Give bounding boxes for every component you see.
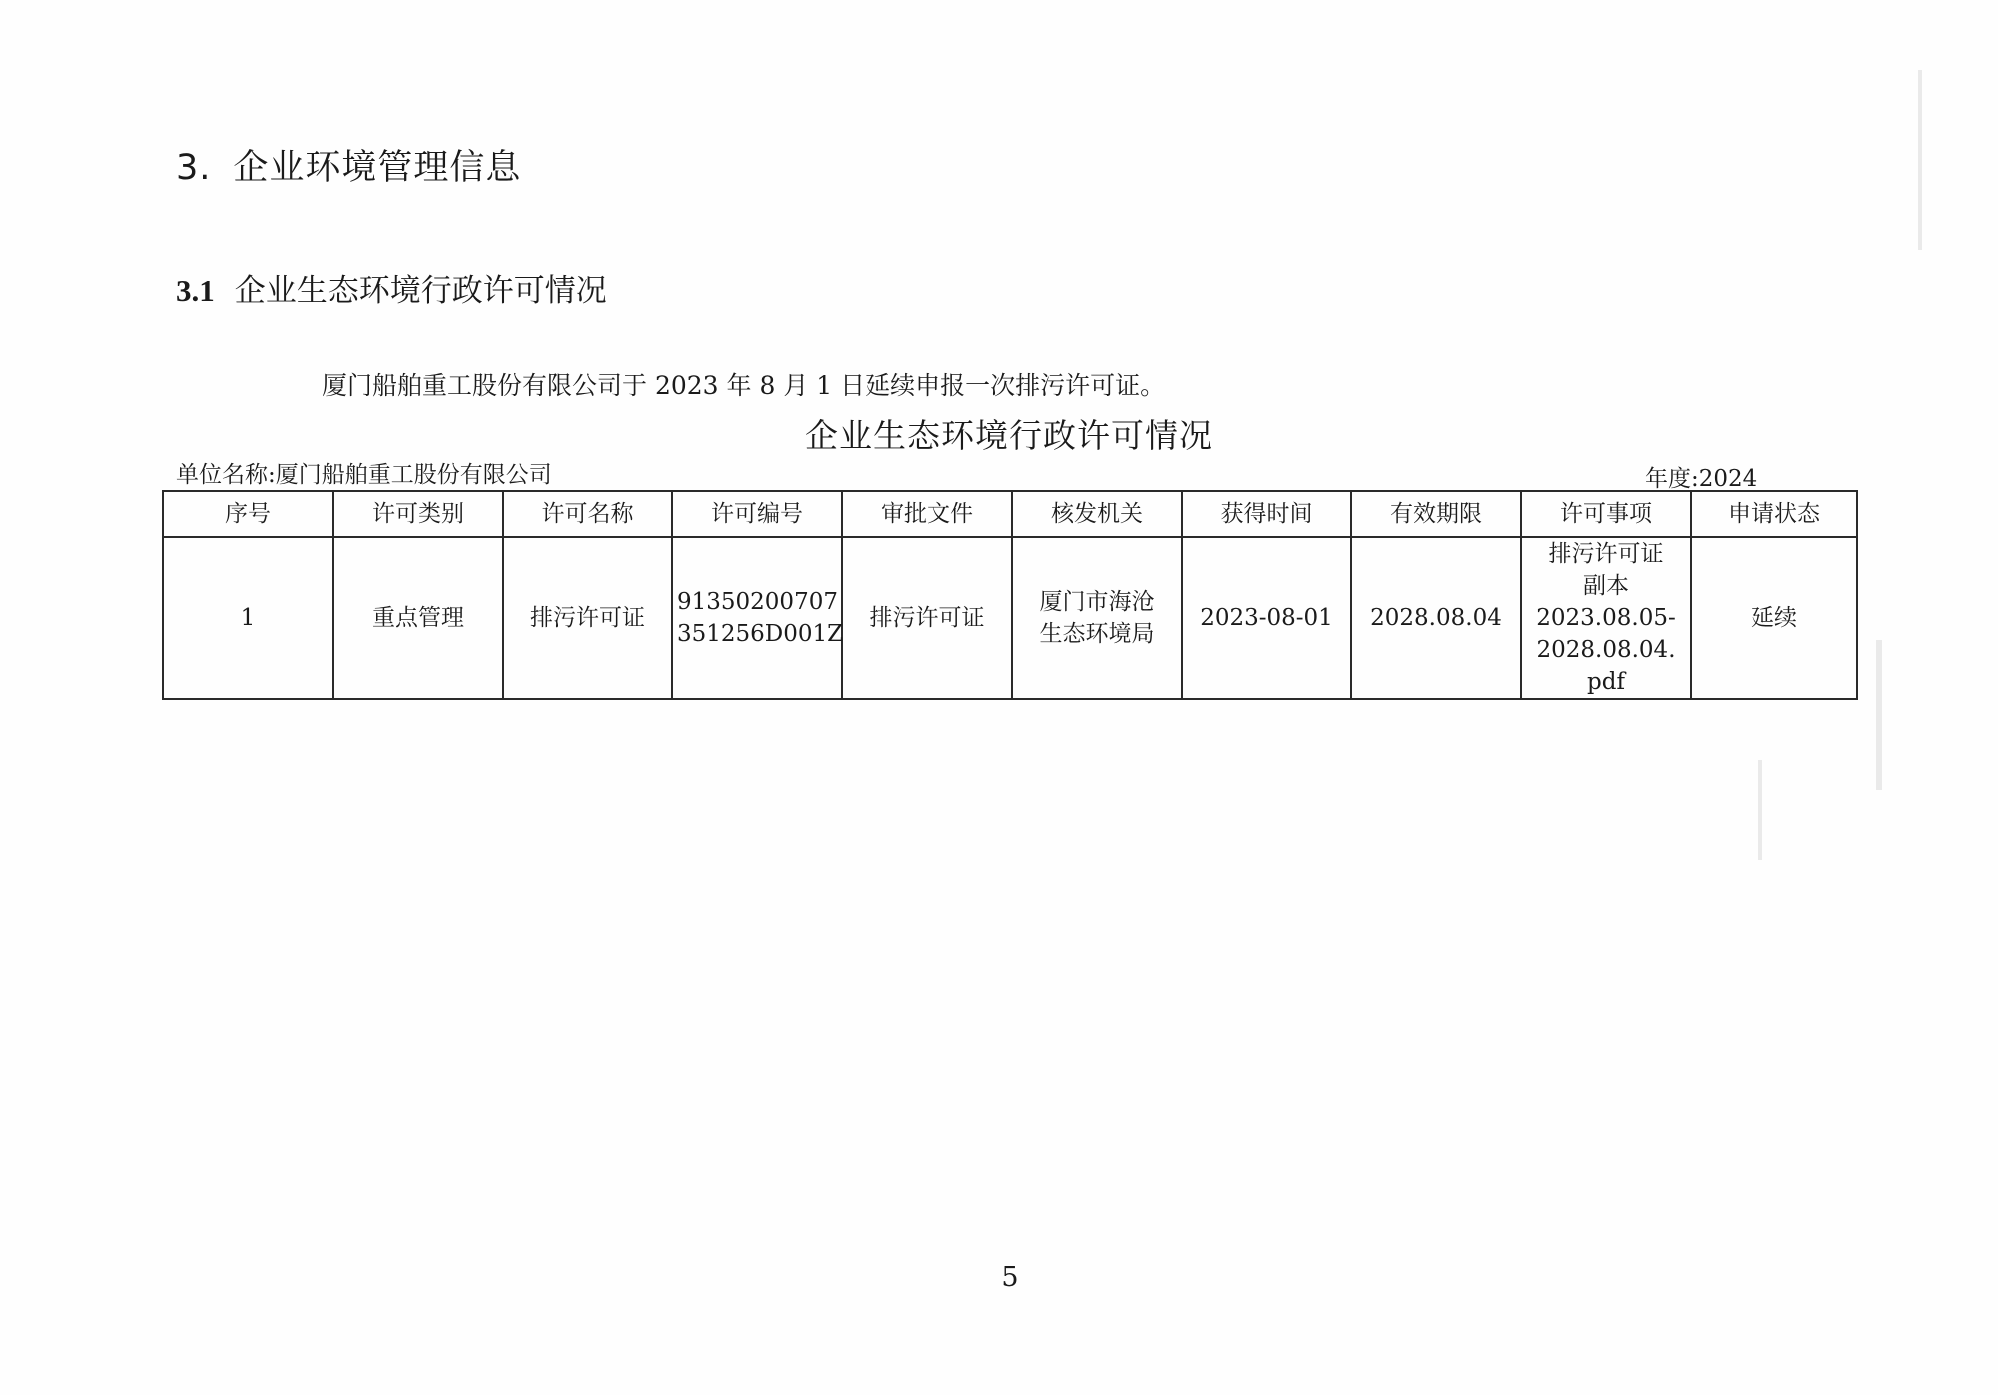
scan-artifact: [1918, 70, 1922, 250]
subsection-title-text: 企业生态环境行政许可情况: [234, 273, 607, 309]
subsection-number: 3.1: [176, 273, 215, 308]
authority-line: 厦门市海沧: [1039, 589, 1155, 615]
permit-code-line: 351256D001Z: [677, 621, 844, 647]
column-header: 有效期限: [1351, 491, 1521, 537]
authority-line: 生态环境局: [1039, 621, 1155, 647]
cell-permit-code: [672, 537, 842, 699]
page-number: 5: [1001, 1262, 1019, 1293]
section-title-text: 企业环境管理信息: [233, 148, 522, 188]
permit-item-line: pdf: [1587, 669, 1625, 695]
cell-index: 1: [163, 537, 333, 699]
permit-item-line: 副本: [1583, 573, 1629, 599]
permit-table: [162, 490, 1858, 700]
permit-item-line: 排污许可证: [1548, 541, 1664, 567]
column-header: 核发机关: [1012, 491, 1182, 537]
subsection-heading: [176, 265, 607, 310]
cell-authority: [1012, 537, 1182, 699]
section-heading: [176, 140, 521, 190]
cell-status: 延续: [1691, 537, 1857, 699]
scan-artifact: [1876, 640, 1882, 790]
year-label: 年度:2024: [1645, 466, 1758, 492]
table-header-row: [163, 491, 1857, 537]
section-number: 3.: [176, 148, 212, 188]
cell-approval-doc: 排污许可证: [842, 537, 1012, 699]
cell-category: 重点管理: [333, 537, 503, 699]
cell-validity: 2028.08.04: [1351, 537, 1521, 699]
column-header: 申请状态: [1691, 491, 1857, 537]
permit-code-line: 91350200707: [677, 589, 838, 615]
column-header: 审批文件: [842, 491, 1012, 537]
column-header: 许可类别: [333, 491, 503, 537]
table-row: [163, 537, 1857, 699]
permit-item-line: 2028.08.04.: [1536, 637, 1676, 663]
cell-permit-name: 排污许可证: [503, 537, 672, 699]
cell-obtained-date: 2023-08-01: [1182, 537, 1351, 699]
cell-permit-items: [1521, 537, 1691, 699]
column-header: 序号: [163, 491, 333, 537]
column-header: 许可名称: [503, 491, 672, 537]
column-header: 许可事项: [1521, 491, 1691, 537]
table-title: 企业生态环境行政许可情况: [805, 416, 1213, 455]
column-header: 获得时间: [1182, 491, 1351, 537]
scan-artifact: [1758, 760, 1762, 860]
permit-item-line: 2023.08.05-: [1536, 605, 1676, 631]
column-header: 许可编号: [672, 491, 842, 537]
unit-name-label: 单位名称:厦门船舶重工股份有限公司: [176, 462, 552, 488]
intro-paragraph: 厦门船舶重工股份有限公司于 2023 年 8 月 1 日延续申报一次排污许可证。: [322, 371, 1166, 400]
